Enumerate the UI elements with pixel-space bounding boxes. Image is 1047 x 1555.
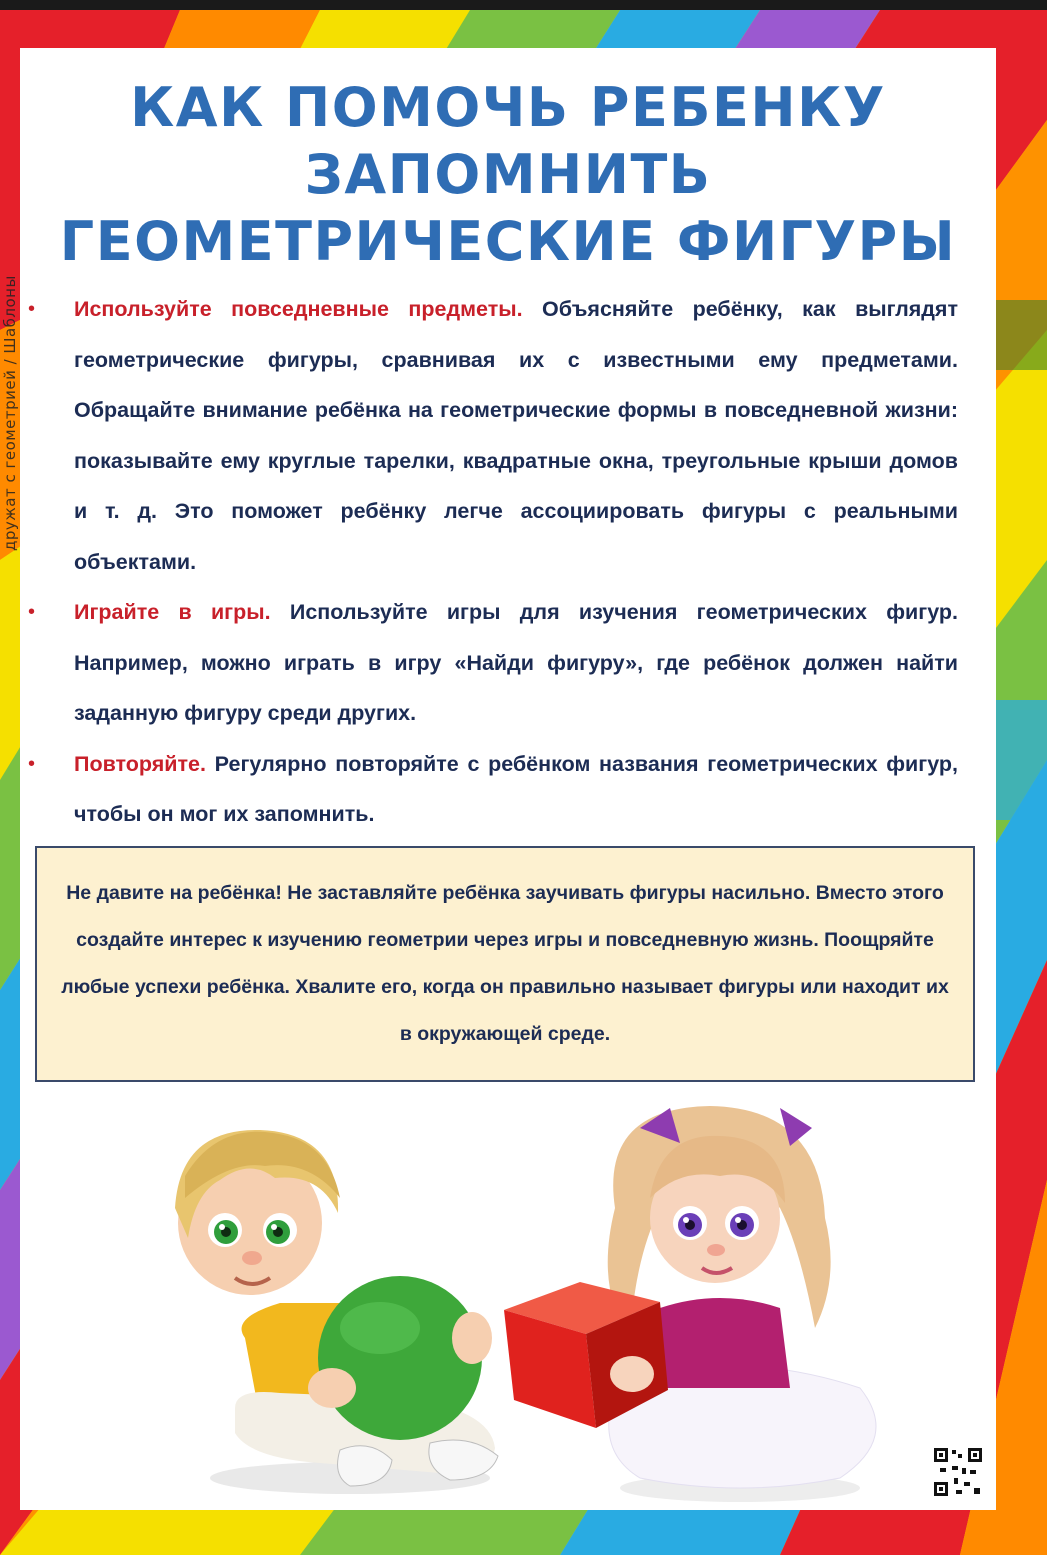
tip-play-games [28,587,958,739]
children-illustration [20,1088,996,1508]
top-edge-bar [0,0,1047,10]
advice-note-text: Не давите на ребёнка! Не заставляйте ребёнка заучивать фигуры насильно. Вместо этого создайте интерес к изучению геометрии через игры и повседневную жизнь. Поощряйте любые успехи ребёнка. Хвалите его, когда он правильно называет фигуры или находит их в окружающей среде. [61,882,949,1045]
tip-body: Регулярно повторяйте с ребёнком названия геометрических фигур, чтобы он мог их запомнить. [74,751,958,826]
tips-list [28,284,959,840]
tip-lead: Играйте в игры. [74,600,271,624]
girl-with-red-cube-image [504,1106,876,1502]
title-line-2: ЗАПОМНИТЬ [304,143,712,206]
tip-everyday-objects [28,284,959,587]
tip-lead: Используйте повседневные предметы. [74,297,523,321]
title-line-1: КАК ПОМОЧЬ РЕБЕНКУ [130,76,886,139]
boy-with-green-circle-image [175,1130,498,1494]
side-caption: дружат с геометрией / Шаблоны [1,275,19,551]
bullet-icon: • [28,752,36,775]
poster-title [20,74,996,275]
tip-body: Объясняйте ребёнку, как выглядят геометрические фигуры, сравнивая их с известными ему предметами. Обращайте внимание ребёнка на геометрические формы в повседневной жизни: показывайте ему круглые тарелки, квадратные окна, треугольные крыши домов и т. д. Это поможет ребёнку легче ассоциировать фигуры с реальными объектами. [74,297,959,574]
title-line-3: ГЕОМЕТРИЧЕСКИЕ ФИГУРЫ [59,210,957,273]
tip-repeat [28,739,958,840]
tip-body: Используйте игры для изучения геометрических фигур. Например, можно играть в игру «Найди фигуру», где ребёнок должен найти заданную фигуру среди других. [74,600,958,725]
bullet-icon: • [28,601,36,623]
bullet-icon: • [28,298,36,320]
advice-note-box [35,846,975,1082]
tip-lead: Повторяйте. [74,751,206,776]
poster-sheet [20,48,996,1510]
qr-code-image [934,1448,982,1496]
